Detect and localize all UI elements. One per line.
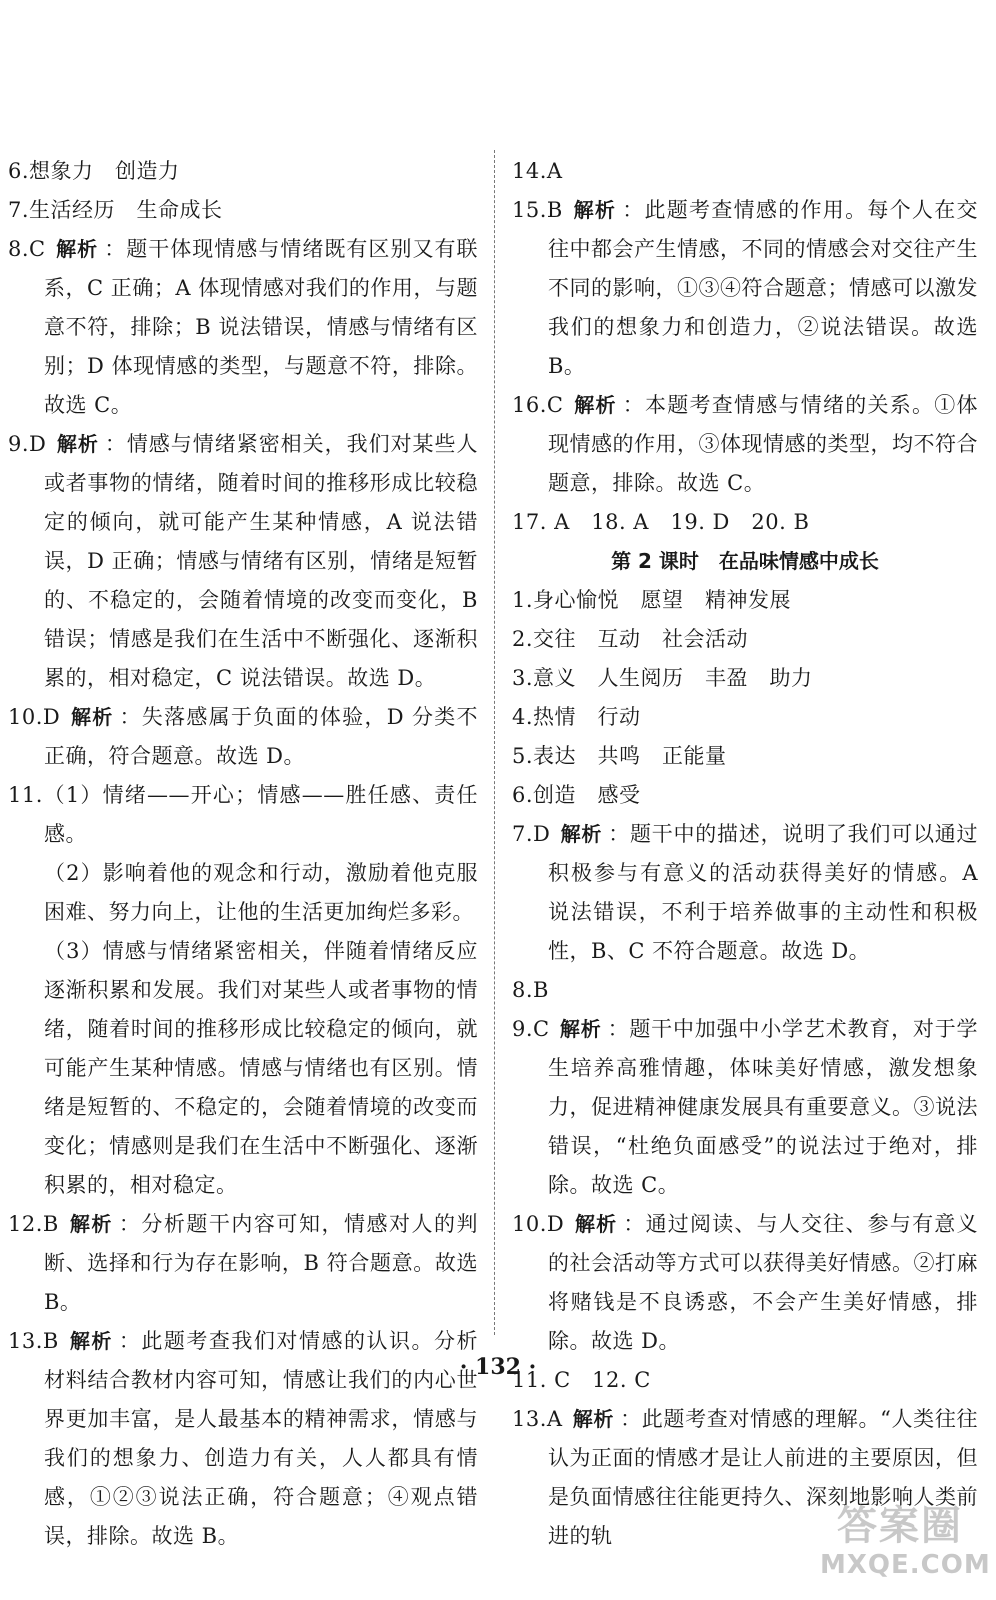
right-column — [512, 152, 978, 1556]
answer-letter: D — [533, 822, 551, 846]
item-number: 9. — [512, 1017, 534, 1041]
answer-letter: C — [29, 237, 46, 261]
watermark-url: MXQE.COM — [820, 1550, 991, 1580]
item-number: 7. — [8, 198, 30, 222]
item-text: ：题干中的描述，说明了我们可以通过积极参与有意义的活动获得美好的情感。A 说法错误，不利于培养做事的主动性和积极性，B、C 不符合题意。故选 D。 — [548, 822, 979, 963]
item-text: ：通过阅读、与人交往、参与有意义的社会活动等方式可以获得美好情感。②打麻将赌钱是不良诱惑，不会产生美好情感，排除。故选 D。 — [548, 1212, 978, 1353]
item-text: ：此题考查对情感的理解。“人类往往认为正面的情感才是让人前进的主要原因，但是负面情感往往能更持久、深刻地影响人类前进的轨 — [548, 1407, 979, 1548]
answer-item — [512, 659, 978, 698]
item-text: ：此题考查情感的作用。每个人在交往中都会产生情感，不同的情感会对交往产生不同的影响，①③④符合题意；情感可以激发我们的想象力和创造力，②说法错误。故选 B。 — [548, 198, 978, 378]
answer-item — [8, 152, 478, 191]
item-text: 意义 人生阅历 丰盈 助力 — [533, 666, 813, 690]
answer-item — [512, 815, 978, 971]
answer-item — [8, 425, 478, 698]
answer-item — [512, 1205, 978, 1361]
answer-letter: B — [42, 1329, 59, 1353]
explanation-label: 解析 — [574, 1212, 618, 1236]
answer-item — [512, 1010, 978, 1205]
section-heading: 第 2 课时 在品味情感中成长 — [611, 549, 879, 573]
answer-letter: D — [42, 705, 61, 729]
item-number: 15. — [512, 198, 547, 222]
answer-item — [512, 971, 978, 1010]
explanation-label: 解析 — [559, 1017, 602, 1041]
item-number: 6. — [512, 783, 534, 807]
answer-item — [512, 152, 978, 191]
item-text: ：失落感属于负面的体验，D 分类不正确，符合题意。故选 D。 — [44, 705, 479, 768]
item-text: ：本题考查情感与情绪的关系。①体现情感的作用，③体现情感的类型，均不符合题意，排除。故选 C。 — [548, 393, 979, 495]
item-number: 3. — [512, 666, 534, 690]
item-text: ：题干体现情感与情绪既有区别又有联系，C 正确；A 体现情感对我们的作用，与题意不符，排除；B 说法错误，情感与情绪有区别；D 体现情感的类型，与题意不符，排除。故选 C。 — [44, 237, 479, 417]
answer-item — [8, 191, 478, 230]
answer-item — [512, 191, 978, 386]
item-number: 7. — [512, 822, 534, 846]
item-number: 9. — [8, 432, 30, 456]
left-column — [8, 152, 478, 1556]
item-text: 交往 互动 社会活动 — [533, 627, 749, 651]
right-answers-part-2 — [512, 581, 978, 1556]
sub-answer: （2）影响着他的观念和行动，激励着他克服困难、努力向上，让他的生活更加绚烂多彩。 — [44, 861, 478, 924]
explanation-label: 解析 — [68, 1329, 113, 1353]
explanation-label: 解析 — [572, 1407, 615, 1431]
item-number: 8. — [512, 978, 534, 1002]
item-text: 创造 感受 — [533, 783, 641, 807]
answer-item — [512, 581, 978, 620]
item-text: 表达 共鸣 正能量 — [533, 744, 727, 768]
answer-item — [512, 737, 978, 776]
item-text: 热情 行动 — [533, 705, 641, 729]
item-number: 10. — [8, 705, 43, 729]
explanation-label: 解析 — [572, 198, 617, 222]
answer-item — [512, 503, 978, 542]
item-text: 17. A 18. A 19. D 20. B — [512, 510, 810, 534]
answer-item — [512, 386, 978, 503]
answer-item — [512, 698, 978, 737]
answer-letter: B — [546, 198, 563, 222]
answer-item — [8, 230, 478, 425]
item-number: 8. — [8, 237, 30, 261]
answer-letter: B — [533, 978, 549, 1002]
answer-item — [8, 698, 478, 776]
answer-item — [8, 1205, 478, 1322]
item-number: 1. — [512, 588, 534, 612]
explanation-label: 解析 — [70, 705, 114, 729]
page-number: · 132 · — [459, 1354, 537, 1380]
explanation-label: 解析 — [573, 393, 617, 417]
item-number: 12. — [8, 1212, 43, 1236]
item-text: ：题干中加强中小学艺术教育，对于学生培养高雅情趣，体味美好情感，激发想象力，促进精神健康发展具有重要意义。③说法错误，“杜绝负面感受”的说法过于绝对，排除。故选 C。 — [548, 1017, 979, 1197]
item-number: 10. — [512, 1212, 547, 1236]
column-divider — [494, 150, 495, 1335]
answer-item — [512, 620, 978, 659]
answer-letter: C — [546, 393, 564, 417]
item-number: 11. — [8, 783, 43, 807]
explanation-label: 解析 — [68, 1212, 113, 1236]
item-text: 想象力 创造力 — [29, 159, 180, 183]
explanation-label: 解析 — [56, 432, 99, 456]
item-number: 2. — [512, 627, 534, 651]
item-number: 16. — [512, 393, 547, 417]
item-text: （1）情绪——开心；情感——胜任感、责任感。 — [42, 783, 478, 846]
item-text: ：情感与情绪紧密相关，我们对某些人或者事物的情绪，随着时间的推移形成比较稳定的倾向，就可能产生某种情感，A 说法错误，D 正确；情感与情绪有区别，情绪是短暂的、不稳定的，会随着情境的改变而变化，B 错误；情感是我们在生活中不断强化、逐渐积累的，相对稳定，C 说法错误。故选 D。 — [44, 432, 479, 690]
item-number: 5. — [512, 744, 534, 768]
item-text: 生活经历 生命成长 — [29, 198, 223, 222]
answer-item — [8, 776, 478, 854]
answer-letter: D — [29, 432, 47, 456]
sub-answer: （3）情感与情绪紧密相关，伴随着情绪反应逐渐积累和发展。我们对某些人或者事物的情绪，随着时间的推移形成比较稳定的倾向，就可能产生某种情感。情感与情绪也有区别。情绪是短暂的、不稳定的，会随着情境的改变而变化；情感则是我们在生活中不断强化、逐渐积累的，相对稳定。 — [44, 939, 478, 1197]
item-text: 11. C 12. C — [512, 1368, 651, 1392]
site-watermark-logo — [820, 1502, 991, 1588]
item-number: 14. — [512, 159, 547, 183]
item-number: 13. — [8, 1329, 43, 1353]
right-answers-part-1 — [512, 152, 978, 542]
answer-letter: B — [42, 1212, 59, 1236]
item-text: 身心愉悦 愿望 精神发展 — [533, 588, 792, 612]
answer-letter: C — [533, 1017, 550, 1041]
watermark-text: 答案圈 — [837, 1503, 963, 1549]
item-text: ：此题考查我们对情感的认识。分析材料结合教材内容可知，情感让我们的内心世界更加丰富，是人最基本的精神需求，情感与我们的想象力、创造力有关，人人都具有情感，①②③说法正确，符合题意；④观点错误，排除。故选 B。 — [44, 1329, 479, 1548]
explanation-label: 解析 — [55, 237, 99, 261]
item-number: 4. — [512, 705, 534, 729]
answer-item — [512, 776, 978, 815]
item-number: 13. — [512, 1407, 547, 1431]
answer-letter: A — [546, 159, 563, 183]
answer-letter: D — [546, 1212, 565, 1236]
answer-letter: A — [546, 1407, 563, 1431]
explanation-label: 解析 — [560, 822, 603, 846]
item-number: 6. — [8, 159, 30, 183]
item-text: ：分析题干内容可知，情感对人的判断、选择和行为存在影响，B 符合题意。故选 B。 — [44, 1212, 479, 1314]
